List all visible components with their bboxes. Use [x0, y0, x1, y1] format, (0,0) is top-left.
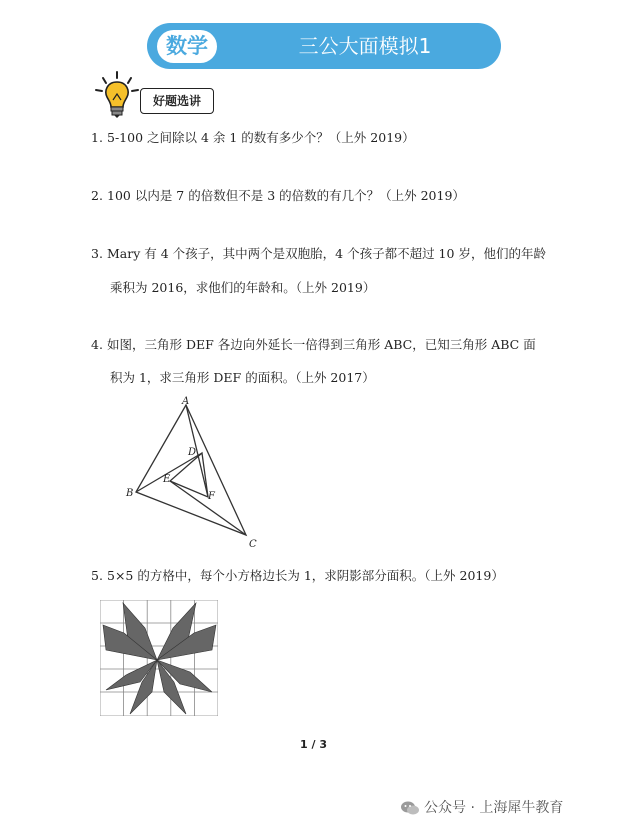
section-tag: 好题选讲	[140, 88, 214, 114]
label-a: A	[182, 396, 190, 407]
label-f: F	[208, 491, 215, 502]
label-c: C	[249, 539, 257, 550]
label-d: D	[188, 447, 197, 458]
question-3: 3. Mary 有 4 个孩子，其中两个是双胞胎，4 个孩子都不超过 10 岁，他们的年龄	[91, 246, 546, 261]
triangle-figure	[120, 395, 270, 550]
question-5: 5. 5×5 的方格中，每个小方格边长为 1，求阴影部分面积。（上外 2019）	[91, 568, 504, 583]
grid-figure	[100, 600, 218, 716]
page-title: 三公大面模拟1	[298, 34, 432, 58]
question-3-line-2: 乘积为 2016，求他们的年龄和。（上外 2019）	[110, 280, 376, 295]
watermark-text: 公众号 · 上海犀牛教育	[424, 800, 564, 816]
wechat-icon	[400, 800, 420, 816]
question-1: 1. 5-100 之间除以 4 余 1 的数有多少个？（上外 2019）	[91, 130, 415, 145]
label-b: B	[126, 488, 134, 499]
watermark	[400, 796, 610, 820]
label-e: E	[163, 474, 171, 485]
lightbulb-icon	[93, 70, 141, 120]
question-4: 4. 如图，三角形 DEF 各边向外延长一倍得到三角形 ABC，已知三角形 ABC 面	[91, 337, 536, 352]
subject-badge: 数学	[157, 30, 217, 63]
page-number: 1 / 3	[300, 738, 327, 751]
question-2: 2. 100 以内是 7 的倍数但不是 3 的倍数的有几个？（上外 2019）	[91, 188, 465, 203]
question-4-line-2: 积为 1，求三角形 DEF 的面积。（上外 2017）	[110, 370, 375, 385]
